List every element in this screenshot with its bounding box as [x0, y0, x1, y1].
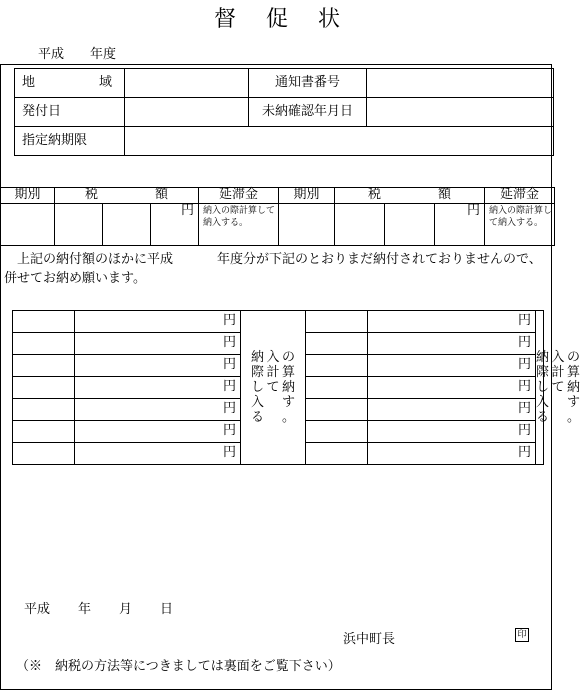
tax-amount-cell-1b[interactable]: [103, 204, 151, 246]
arrears-amount-right[interactable]: 円: [368, 355, 536, 377]
arrears-period-right[interactable]: [306, 377, 368, 399]
arrears-period-right[interactable]: [306, 399, 368, 421]
date-line: [24, 598, 201, 617]
issue-date-label: 発付日: [15, 98, 125, 127]
arrears-amount-right[interactable]: 円: [368, 377, 536, 399]
arrears-note-right-text: 納入の際計算して納入する。: [536, 350, 580, 425]
arrears-amount-right[interactable]: 円: [368, 399, 536, 421]
tax-amount-header-1: 税 額: [55, 188, 199, 204]
late-fee-note-2: 納入の際計算して納入する。: [485, 204, 555, 246]
date-era: 平成: [24, 602, 51, 617]
unconfirmed-date-label: 未納確認年月日: [249, 98, 367, 127]
arrears-amount-right[interactable]: 円: [368, 421, 536, 443]
paragraph-part2: 年度分が下記のとおりまだ納付されておりませんので、併せてお納め願います。: [4, 252, 542, 286]
arrears-period-left[interactable]: [13, 355, 75, 377]
region-value[interactable]: [125, 69, 249, 98]
date-day: 日: [160, 602, 174, 617]
arrears-note-right: [536, 311, 580, 465]
arrears-period-left[interactable]: [13, 333, 75, 355]
notice-paragraph: [4, 250, 550, 288]
arrears-period-left[interactable]: [13, 311, 75, 333]
arrears-amount-left[interactable]: 円: [75, 333, 241, 355]
info-table: [14, 68, 554, 156]
late-fee-note-1: 納入の際計算して納入する。: [199, 204, 279, 246]
late-fee-header-1: 延滞金: [199, 188, 279, 204]
arrears-note-left-text: 納入の際計算して納入する。: [251, 350, 295, 425]
arrears-amount-left[interactable]: 円: [75, 311, 241, 333]
arrears-period-left[interactable]: [13, 443, 75, 465]
deadline-value[interactable]: [125, 127, 554, 156]
region-label: 地 域: [15, 69, 125, 98]
period-header-1: 期別: [1, 188, 55, 204]
arrears-amount-left[interactable]: 円: [75, 377, 241, 399]
mayor-name: 浜中町長: [343, 632, 396, 647]
issue-date-value[interactable]: [125, 98, 249, 127]
arrears-period-right[interactable]: [306, 355, 368, 377]
tax-table: [0, 187, 555, 246]
fiscal-year-suffix: 年度: [90, 47, 117, 62]
unconfirmed-date-value[interactable]: [367, 98, 554, 127]
arrears-period-left[interactable]: [13, 399, 75, 421]
arrears-note-left: [241, 311, 306, 465]
arrears-amount-left[interactable]: 円: [75, 399, 241, 421]
tax-amount-cell-1a[interactable]: [55, 204, 103, 246]
notice-number-label: 通知書番号: [249, 69, 367, 98]
deadline-label: 指定納期限: [15, 127, 125, 156]
arrears-period-right[interactable]: [306, 421, 368, 443]
fiscal-year-line: [38, 43, 142, 62]
date-year: 年: [78, 602, 92, 617]
arrears-amount-right[interactable]: 円: [368, 311, 536, 333]
tax-amount-cell-2c[interactable]: 円: [435, 204, 485, 246]
arrears-period-right[interactable]: [306, 443, 368, 465]
arrears-period-right[interactable]: [306, 333, 368, 355]
footnote: （※ 納税の方法等につきましては裏面をご覧下さい）: [16, 659, 341, 674]
arrears-row: [13, 311, 544, 333]
document-title: 督促状: [213, 7, 370, 32]
arrears-amount-right[interactable]: 円: [368, 333, 536, 355]
period-header-2: 期別: [279, 188, 335, 204]
arrears-period-right[interactable]: [306, 311, 368, 333]
date-month: 月: [119, 602, 133, 617]
period-cell-1[interactable]: [1, 204, 55, 246]
late-fee-header-2: 延滞金: [485, 188, 555, 204]
paragraph-part1: 上記の納付額のほかに平成: [17, 252, 174, 267]
arrears-period-left[interactable]: [13, 421, 75, 443]
tax-amount-header-2: 税 額: [335, 188, 485, 204]
arrears-table-body: [13, 311, 580, 465]
tax-amount-cell-2a[interactable]: [335, 204, 385, 246]
period-cell-2[interactable]: [279, 204, 335, 246]
arrears-amount-left[interactable]: 円: [75, 443, 241, 465]
arrears-table: [12, 310, 580, 465]
arrears-amount-right[interactable]: 円: [368, 443, 536, 465]
tax-amount-cell-1c[interactable]: 円: [151, 204, 199, 246]
arrears-amount-left[interactable]: 円: [75, 421, 241, 443]
arrears-period-left[interactable]: [13, 377, 75, 399]
seal-mark: 印: [515, 628, 529, 642]
tax-amount-cell-2b[interactable]: [385, 204, 435, 246]
fiscal-year-era: 平成: [38, 47, 65, 62]
notice-number-value[interactable]: [367, 69, 554, 98]
arrears-amount-left[interactable]: 円: [75, 355, 241, 377]
